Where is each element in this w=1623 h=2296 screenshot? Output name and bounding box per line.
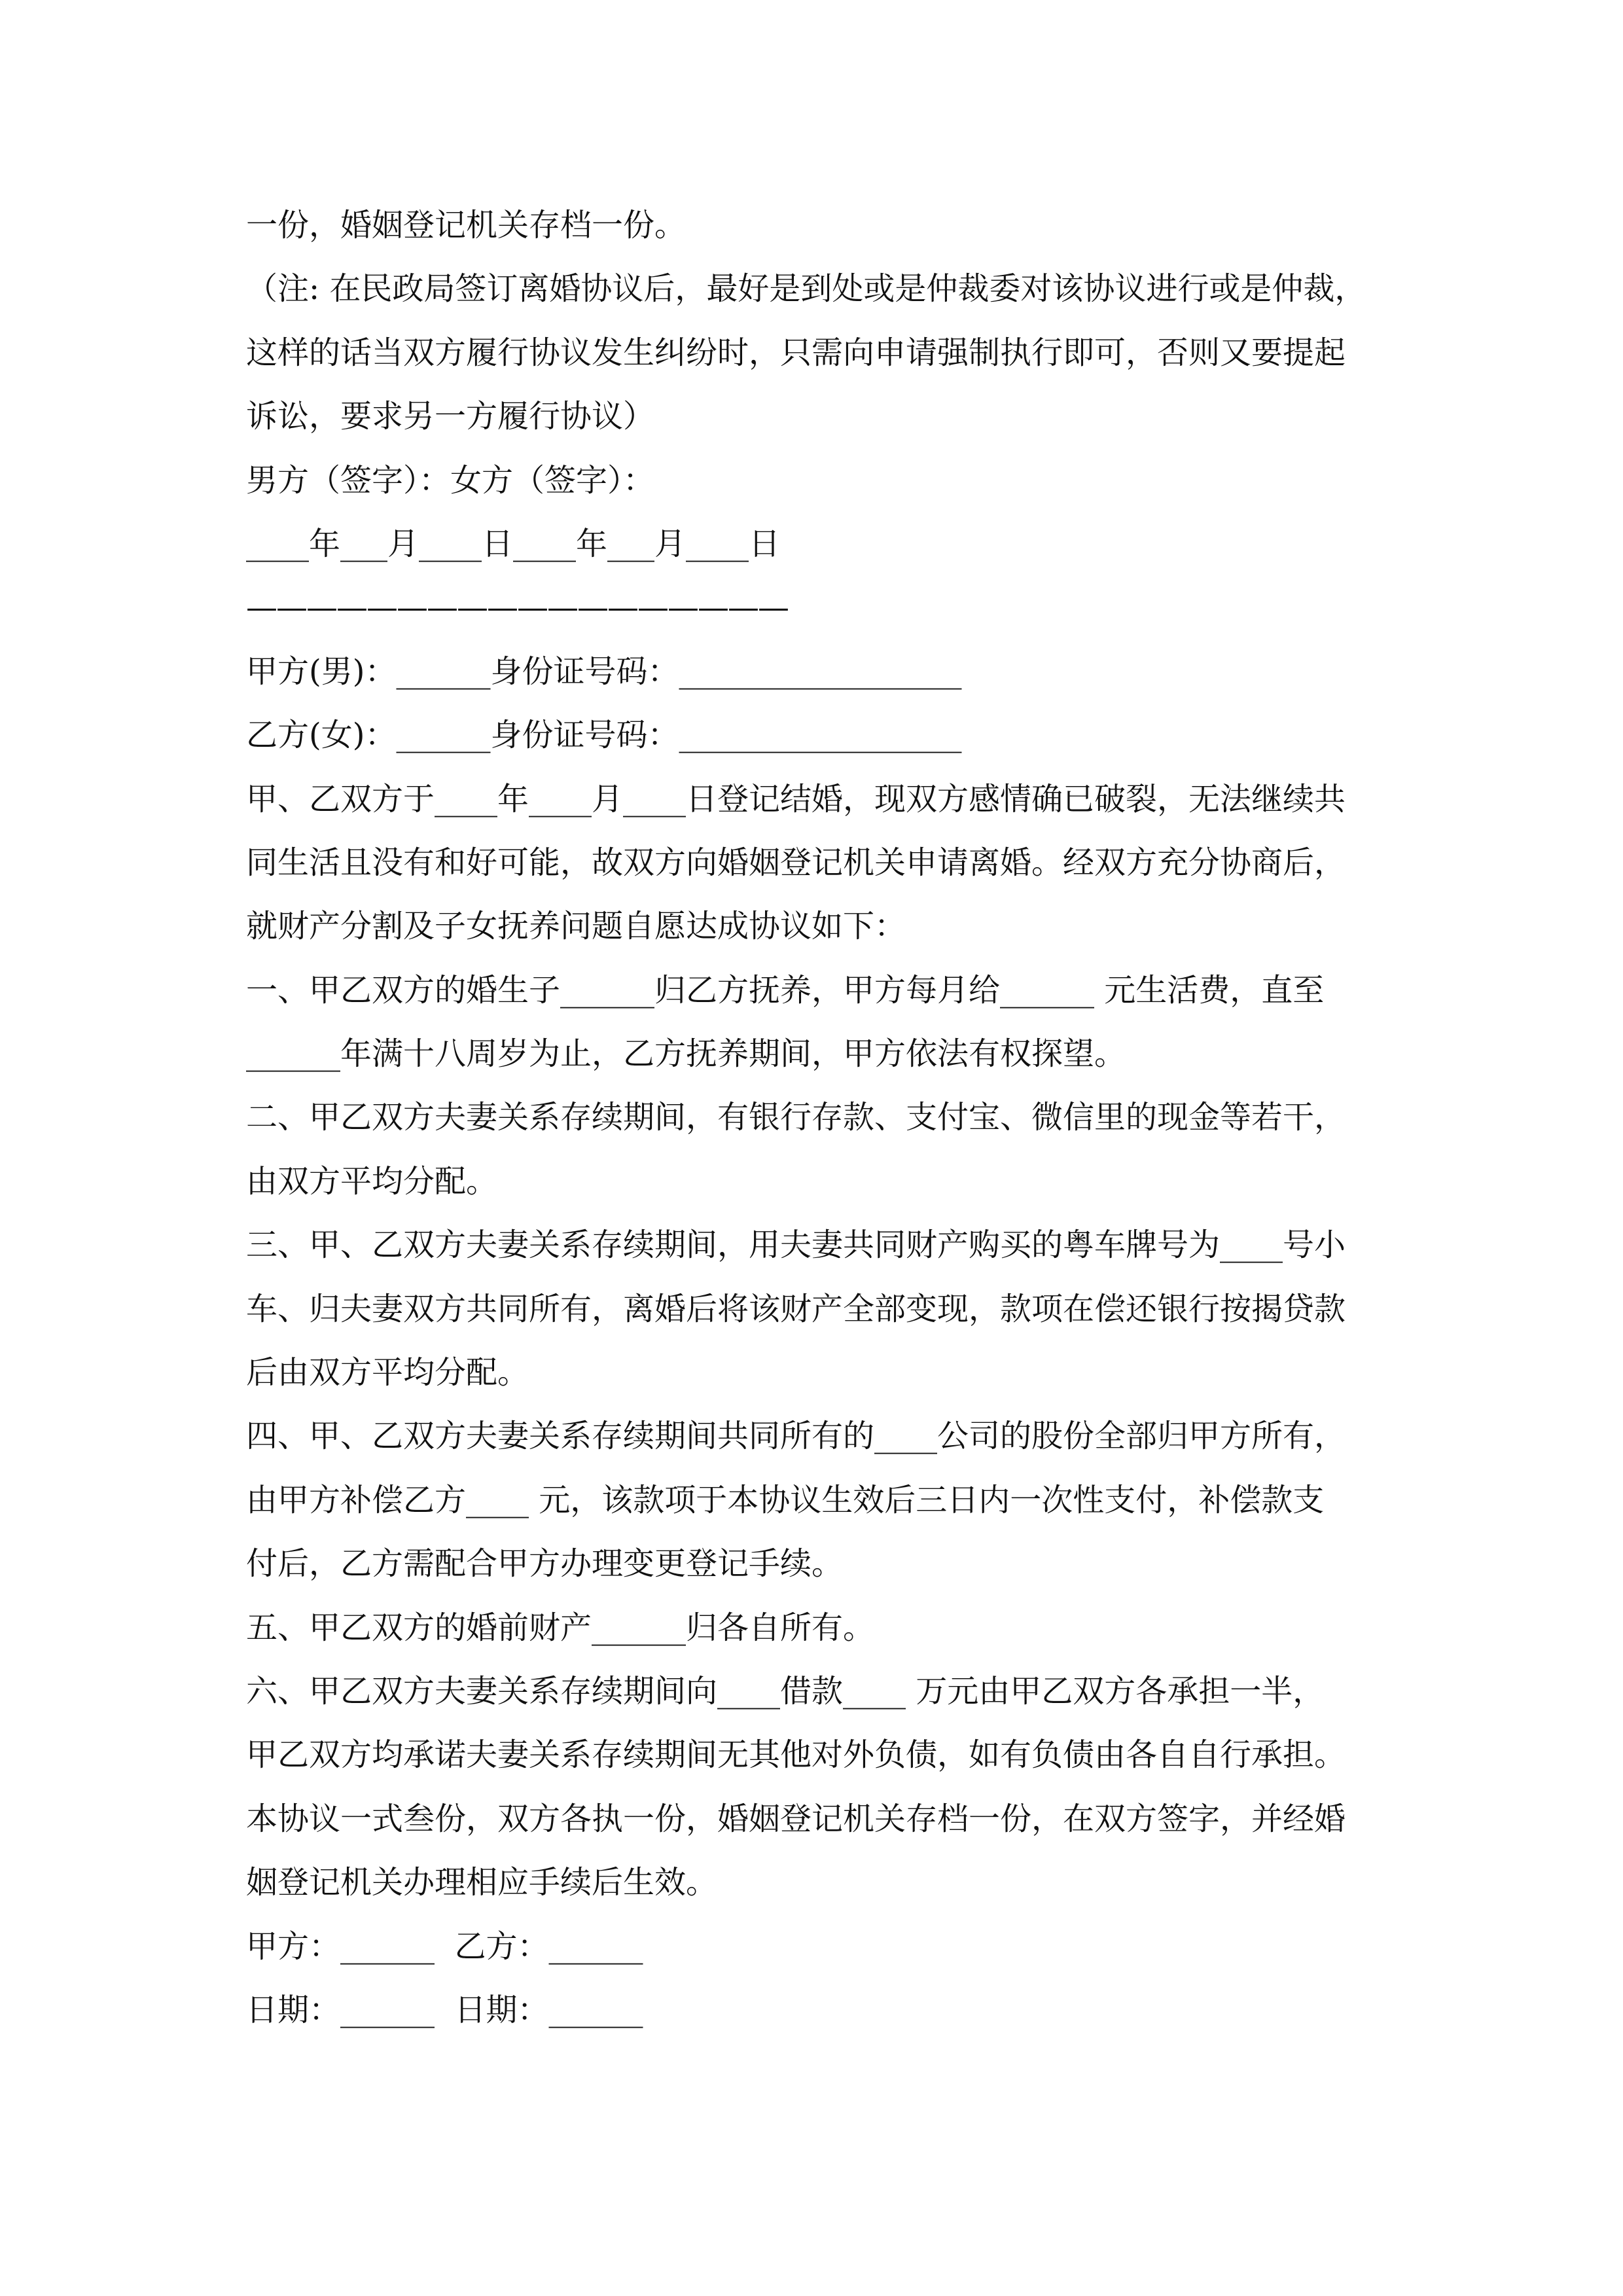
document-text-line: 由甲方补偿乙方____ 元，该款项于本协议生效后三日内一次性支付，补偿款支 <box>246 1481 1325 1518</box>
document-text-line: 男方（签字）：女方（签字）： <box>246 461 655 499</box>
document-text-line: 车、归夫妻双方共同所有，离婚后将该财产全部变现，款项在偿还银行按揭贷款 <box>246 1290 1346 1327</box>
document-text-line: 乙方(女)：______身份证号码：__________________ <box>246 717 962 754</box>
document-text-line: 就财产分割及子女抚养问题自愿达成协议如下： <box>246 908 906 945</box>
document-text-line: ______年满十八周岁为止，乙方抚养期间，甲方依法有权探望。 <box>246 1035 1126 1073</box>
document-text-line: 后由双方平均分配。 <box>246 1354 529 1391</box>
document-text-line: 甲乙双方均承诺夫妻关系存续期间无其他对外负债，如有负债由各自自行承担。 <box>246 1736 1346 1774</box>
document-text-line: 姻登记机关办理相应手续后生效。 <box>246 1864 718 1901</box>
document-text-line: ____年___月____日____年___月____日 <box>246 525 781 562</box>
document-text-line: 一、甲乙双方的婚生子______归乙方抚养，甲方每月给______ 元生活费，直至 <box>246 971 1325 1009</box>
document-text-line: 甲方：______ 乙方：______ <box>246 1928 643 1965</box>
document-text-line: 付后，乙方需配合甲方办理变更登记手续。 <box>246 1545 844 1583</box>
document-text-line: 四、甲、乙双方夫妻关系存续期间共同所有的____公司的股份全部归甲方所有， <box>246 1418 1346 1455</box>
document-text-line: 诉讼，要求另一方履行协议） <box>246 398 655 435</box>
document-text-line: （注: 在民政局签订离婚协议后，最好是到处或是仲裁委对该协议进行或是仲裁， <box>246 270 1366 308</box>
separator-line: —————————————————— <box>246 589 788 626</box>
document-text-line: 本协议一式叁份，双方各执一份，婚姻登记机关存档一份，在双方签字，并经婚 <box>246 1800 1346 1837</box>
document-text-line: 这样的话当双方履行协议发生纠纷时，只需向申请强制执行即可，否则又要提起 <box>246 334 1346 371</box>
document-text-line: 同生活且没有和好可能，故双方向婚姻登记机关申请离婚。经双方充分协商后， <box>246 844 1346 881</box>
document-text-line: 日期：______ 日期：______ <box>246 1991 643 2028</box>
document-page <box>246 194 1424 2042</box>
document-text-line: 由双方平均分配。 <box>246 1162 498 1200</box>
document-text-line: 一份，婚姻登记机关存档一份。 <box>246 207 687 243</box>
document-text-line: 二、甲乙双方夫妻关系存续期间，有银行存款、支付宝、微信里的现金等若干， <box>246 1099 1346 1136</box>
document-text-line: 三、甲、乙双方夫妻关系存续期间，用夫妻共同财产购买的粤车牌号为____号小 <box>246 1227 1346 1264</box>
document-text-line: 六、甲乙双方夫妻关系存续期间向____借款____ 万元由甲乙双方各承担一半， <box>246 1672 1325 1710</box>
document-text-line: 甲方(男)：______身份证号码：__________________ <box>246 653 962 690</box>
document-text-line: 甲、乙双方于____年____月____日登记结婚，现双方感情确已破裂，无法继续共 <box>246 780 1346 817</box>
document-text-line: 五、甲乙双方的婚前财产______归各自所有。 <box>246 1609 875 1646</box>
